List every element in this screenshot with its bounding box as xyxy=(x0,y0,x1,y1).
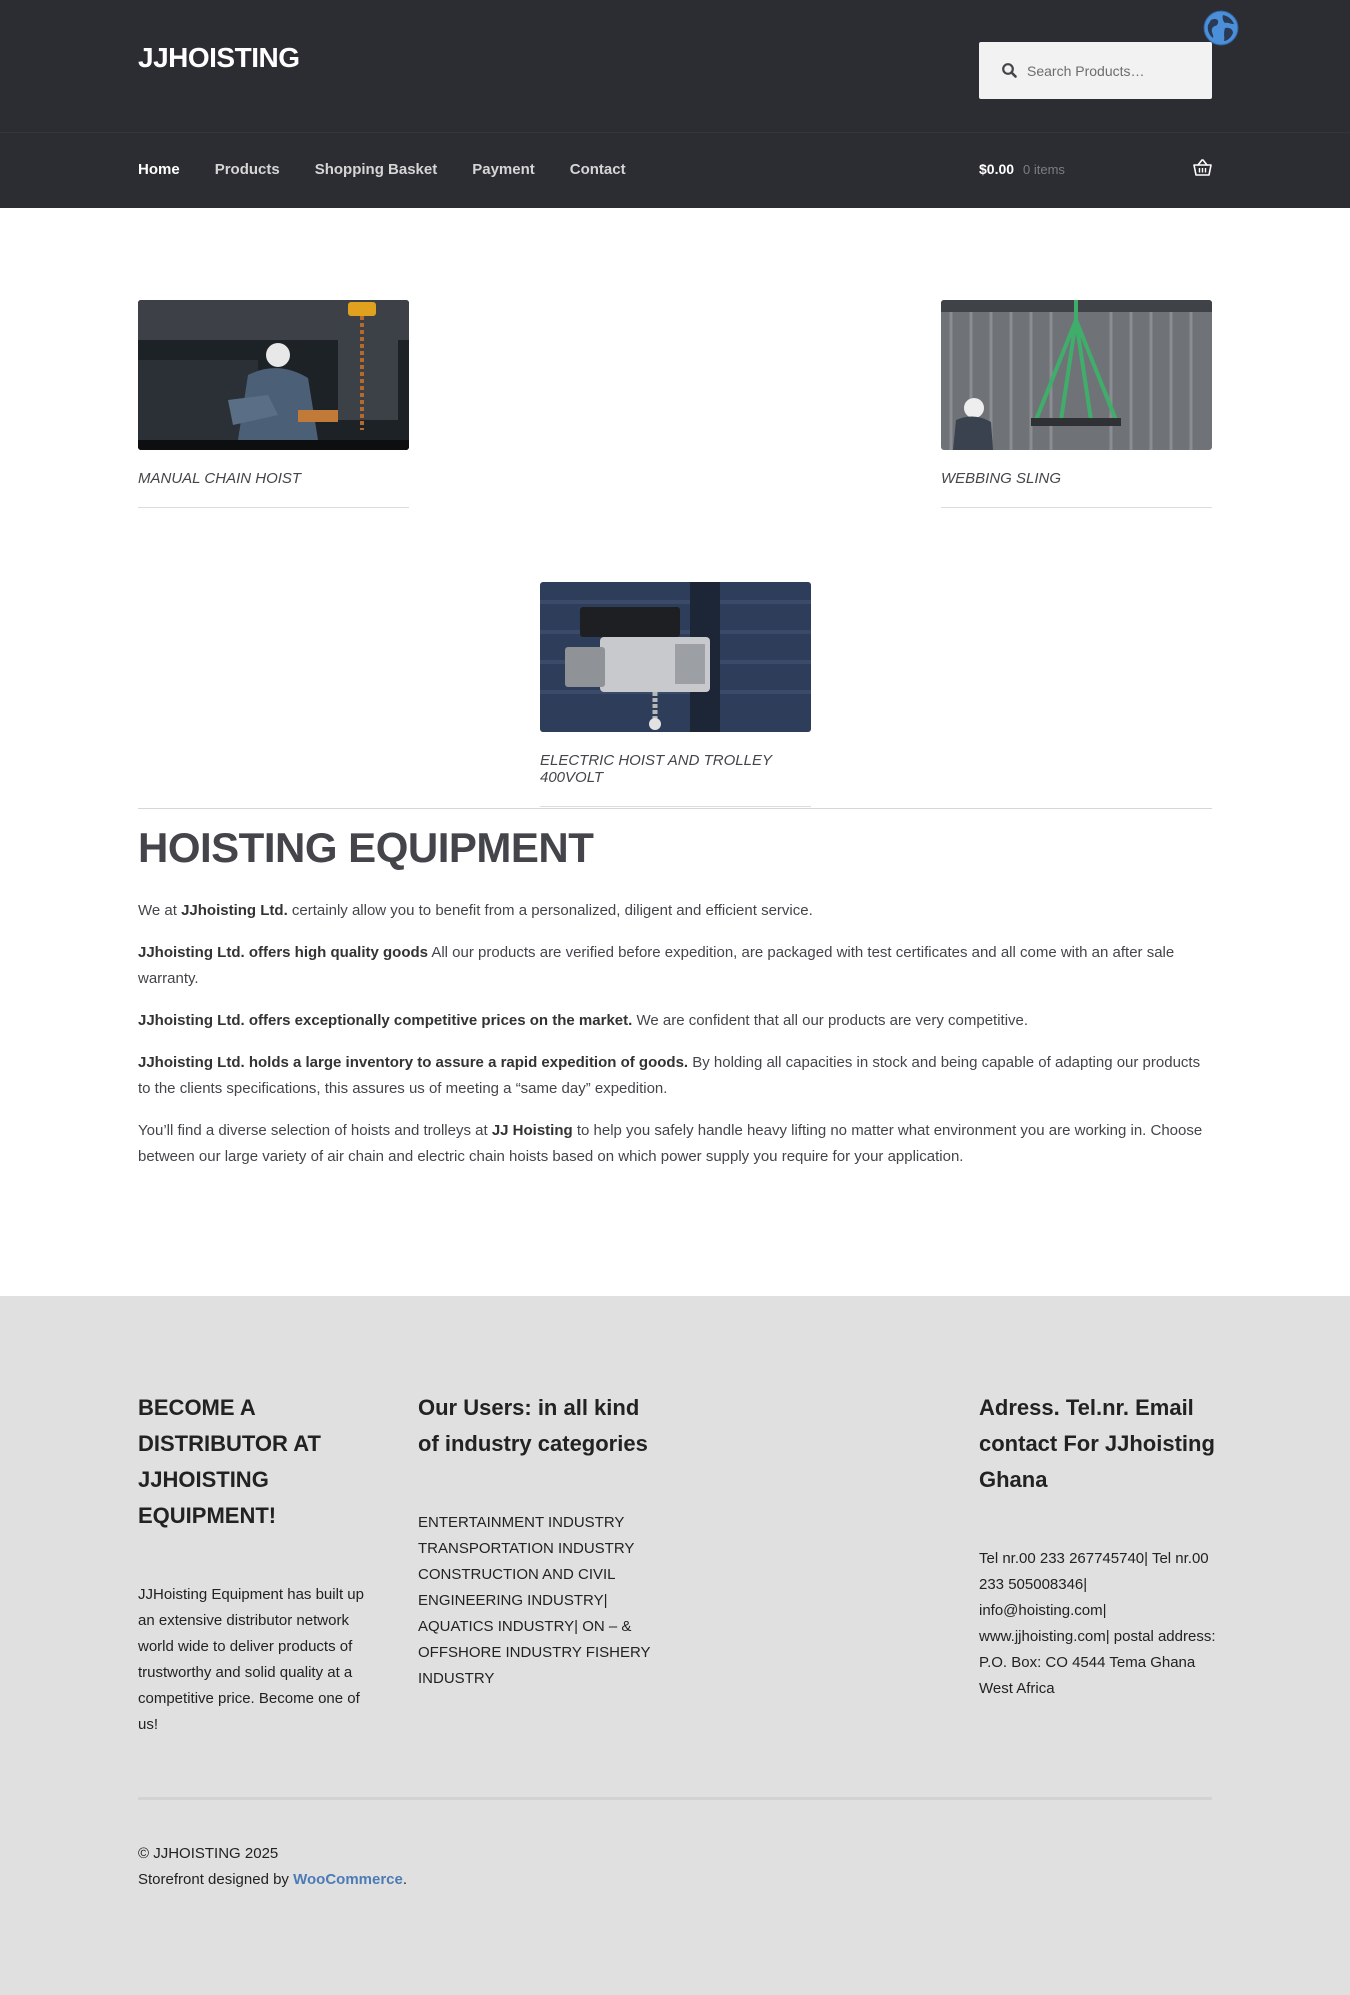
primary-navigation xyxy=(138,161,661,178)
footer-widget-text: ENTERTAINMENT INDUSTRY TRANSPORTATION INDUSTRY CONSTRUCTION AND CIVIL ENGINEERING INDUSTRY| AQUATICS INDUSTRY| ON – & OFFSHORE INDUSTRY FISHERY INDUSTRY xyxy=(418,1514,651,1687)
nav-payment[interactable]: Payment xyxy=(472,161,535,178)
electric-hoist-image[interactable] xyxy=(540,582,811,732)
footer-widget-contact xyxy=(979,1390,1217,1702)
footer-widget-text: JJHoisting Equipment has built up an extensive distributor network world wide to deliver products of trustworthy and solid quality at a competitive price. Become one of us! xyxy=(138,1586,364,1733)
gallery-item-manual-chain-hoist xyxy=(138,300,409,508)
content-divider xyxy=(138,808,1212,809)
footer-divider xyxy=(138,1797,1212,1800)
nav-products[interactable]: Products xyxy=(214,161,280,178)
quality-paragraph: JJhoisting Ltd. offers high quality goods All our products are verified before expedition, are packaged with test certificates and all come with an after sale warranty. xyxy=(138,944,1175,987)
cart-amount: $0.00 xyxy=(979,161,1015,177)
nav-shopping-basket[interactable]: Shopping Basket xyxy=(314,161,438,178)
nav-home[interactable]: Home xyxy=(138,161,180,178)
page-title: HOISTING EQUIPMENT xyxy=(138,824,594,871)
search-icon xyxy=(1001,62,1018,79)
credit-line: Storefront designed by WooCommerce. xyxy=(138,1871,408,1888)
manual-chain-hoist-image[interactable] xyxy=(138,300,409,450)
gallery-item-electric-hoist-trolley xyxy=(540,582,811,807)
product-search[interactable] xyxy=(979,42,1212,99)
nav-contact[interactable]: Contact xyxy=(569,161,626,178)
page-content xyxy=(138,898,1212,1186)
prices-paragraph: JJhoisting Ltd. offers exceptionally competitive prices on the market. We are confident that all our products are very competitive. xyxy=(138,1012,1029,1029)
search-input[interactable] xyxy=(1027,42,1207,99)
basket-icon xyxy=(1193,159,1212,177)
gallery-item-webbing-sling xyxy=(941,300,1212,508)
header-cart[interactable] xyxy=(979,161,1212,183)
webbing-sling-image[interactable] xyxy=(941,300,1212,450)
primary-nav-bar xyxy=(0,132,1350,208)
footer-widget-distributor xyxy=(138,1390,373,1738)
intro-paragraph: We at JJhoisting Ltd. certainly allow you to benefit from a personalized, diligent and efficient service. xyxy=(138,902,813,919)
gallery-caption: ELECTRIC HOIST AND TROLLEY 400VOLT xyxy=(540,752,811,807)
inventory-paragraph: JJhoisting Ltd. holds a large inventory to assure a rapid expedition of goods. By holding all capacities in stock and being capable of adapting our products to the clients specifications, this assures us of meeting a “same day” expedition. xyxy=(138,1054,1201,1097)
copyright-text: © JJHOISTING 2025 xyxy=(138,1845,279,1862)
gallery-caption: MANUAL CHAIN HOIST xyxy=(138,470,409,508)
site-info xyxy=(138,1841,407,1893)
site-title[interactable]: JJHOISTING xyxy=(138,42,300,73)
selection-paragraph: You’ll find a diverse selection of hoists and trolleys at JJ Hoisting to help you safely handle heavy lifting no matter what environment you are working in. Choose between our large variety of air chain and electric chain hoists based on which power supply you require for your application. xyxy=(138,1122,1203,1165)
cart-count: 0 items xyxy=(1023,162,1065,177)
footer-widget-text: Tel nr.00 233 267745740| Tel nr.00 233 505008346| info@hoisting.com| www.jjhoisting.com| postal address: P.O. Box: CO 4544 Tema Ghana West Africa xyxy=(979,1550,1216,1697)
footer-widget-users xyxy=(418,1390,658,1692)
footer-widget-title: Adress. Tel.nr. Email contact For JJhoisting Ghana xyxy=(979,1395,1215,1492)
footer-widget-title: Our Users: in all kind of industry categories xyxy=(418,1395,648,1456)
gallery-caption: WEBBING SLING xyxy=(941,470,1212,508)
globe-icon[interactable] xyxy=(1203,10,1239,46)
woocommerce-link[interactable]: WooCommerce xyxy=(293,1871,403,1888)
footer-widget-title: BECOME A DISTRIBUTOR AT JJHOISTING EQUIPMENT! xyxy=(138,1395,321,1528)
site-header xyxy=(0,0,1350,208)
